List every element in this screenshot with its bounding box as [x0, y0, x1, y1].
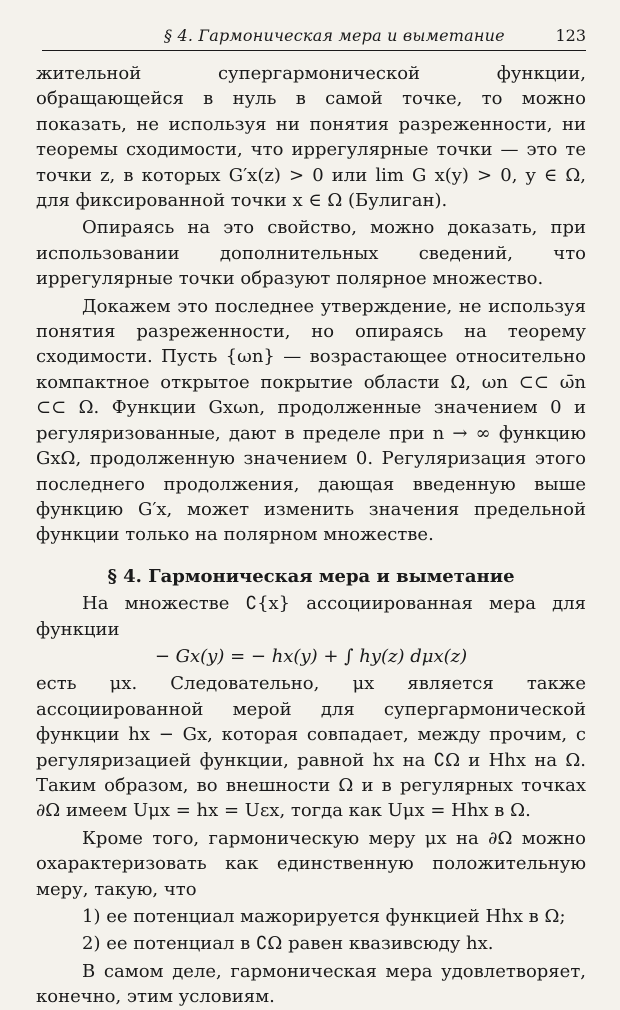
section-title: § 4. Гармоническая мера и выметание [107, 565, 515, 587]
page-body [36, 61, 586, 1010]
paragraph: Кроме того, гармоническую меру μx на ∂Ω можно охарактеризовать как единственную положительную меру, такую, что [36, 827, 586, 900]
running-title: § 4. Гармоническая мера и выметание [164, 26, 505, 45]
paragraph: жительной супергармонической функции, обращающейся в нуль в самой точке, то можно показать, не используя ни понятия разреженности, ни теоремы сходимости, что иррегулярные точки — это те точки z, в которых G′x(z) > 0 или lim G x(y) > 0, y ∈ Ω, для фиксированной точки x ∈ Ω (Булиган). [36, 63, 586, 212]
running-header [42, 26, 586, 51]
page-number: 123 [555, 26, 586, 45]
paragraph: есть μx. Следовательно, μx является также ассоциированной мерой для супергармонической функции hx − Gx, которая совпадает, между прочим, с регуляризацией функции, равной hx на ∁Ω и Hhx на Ω. Таким образом, во внешности Ω и в регулярных точках ∂Ω имеем Uμx = hx = Uεx, тогда как Uμx = Hhx в Ω. [36, 673, 586, 822]
formula: − Gx(y) = − hx(y) + ∫ hy(z) dμx(z) [154, 645, 468, 667]
paragraph: В самом деле, гармоническая мера удовлетворяет, конечно, этим условиям. [36, 960, 586, 1008]
paragraph: Опираясь на это свойство, можно доказать, при использовании дополнительных сведений, что иррегулярные точки образуют полярное множество. [36, 217, 586, 290]
paragraph: Докажем это последнее утверждение, не используя понятия разреженности, но опираясь на теорему сходимости. Пусть {ωn} — возрастающее относительно компактное открытое покрытие области Ω, ωn ⊂⊂ ω̄n ⊂⊂ Ω. Функции Gxωn, продолженные значением 0 и регуляризованные, дают в пределе при n → ∞ функцию GxΩ, продолженную значением 0. Регуляризация этого последнего продолжения, дающая введенную выше функцию G′x, может изменить значения предельной функции только на полярном множестве. [36, 295, 586, 546]
list-item: 1) ее потенциал мажорируется функцией Hhx в Ω; [82, 906, 566, 927]
paragraph: На множестве ∁{x} ассоциированная мера для функции [36, 593, 586, 640]
list-item: 2) ее потенциал в ∁Ω равен квазивсюду hx. [82, 933, 494, 955]
